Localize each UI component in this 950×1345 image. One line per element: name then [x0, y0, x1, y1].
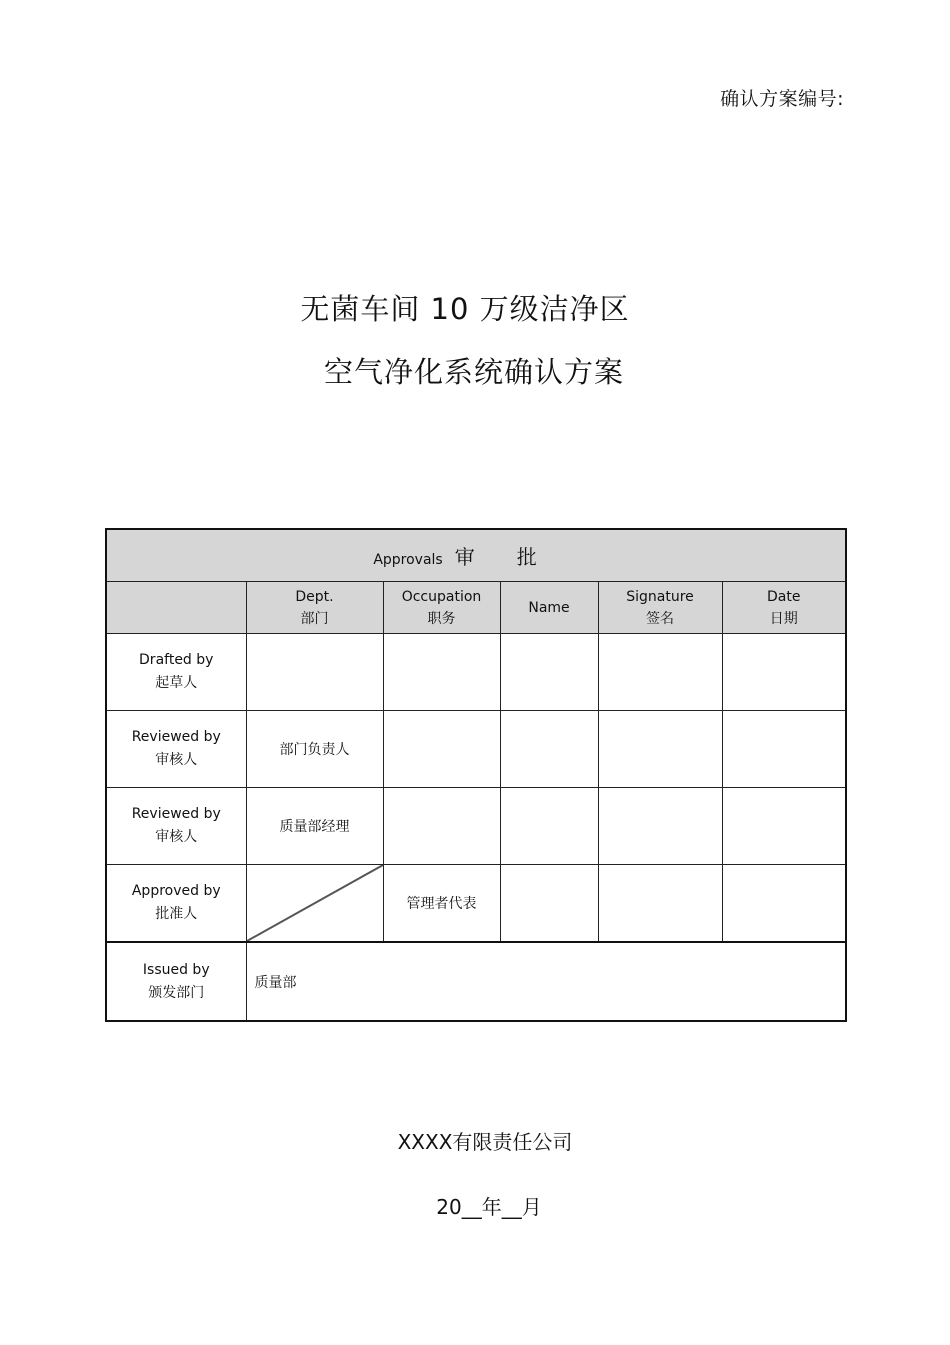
column-header-signature-en: Signature [626, 588, 694, 605]
row-label-en: Reviewed by [131, 729, 221, 745]
column-header-occupation-en: Occupation [401, 588, 482, 605]
row-label-cn: 颁发部门 [148, 984, 205, 1001]
cell-occupation[interactable] [383, 711, 500, 788]
approvals-table [105, 528, 847, 1022]
row-reviewed-by-2 [106, 788, 846, 865]
diagonal-strike-line [247, 865, 383, 941]
cell-signature[interactable] [598, 865, 722, 943]
row-label-en: Reviewed by [131, 806, 221, 822]
cell-date[interactable] [722, 788, 846, 865]
document-title-line2: 空气净化系统确认方案 [323, 355, 624, 389]
cell-issuing-dept: 质量部 [246, 942, 846, 1021]
cell-name[interactable] [500, 711, 598, 788]
column-header-name [500, 582, 598, 634]
doc-number-label: 确认方案编号: [720, 88, 844, 110]
approvals-header-row [106, 529, 846, 582]
approvals-title-cn: 审批 [454, 545, 579, 569]
row-issued-by [106, 942, 846, 1021]
cell-signature[interactable] [598, 711, 722, 788]
column-header-name-en: Name [528, 599, 570, 616]
column-header-date [722, 582, 846, 634]
company-name: XXXX有限责任公司 [397, 1130, 573, 1154]
column-header-signature [598, 582, 722, 634]
column-header-signature-cn: 签名 [646, 610, 674, 627]
column-header-dept-en: Dept. [295, 588, 334, 605]
row-label-issued [106, 942, 246, 1021]
row-label-approved [106, 865, 246, 943]
cell-name[interactable] [500, 634, 598, 711]
approvals-title-en: Approvals [373, 552, 443, 568]
column-header-empty [106, 582, 246, 634]
row-label-reviewed-2 [106, 788, 246, 865]
row-label-en: Approved by [131, 883, 221, 899]
row-label-en: Issued by [142, 961, 210, 978]
row-label-cn: 批准人 [155, 906, 198, 922]
column-header-dept-cn: 部门 [300, 610, 329, 627]
cell-occupation[interactable] [383, 634, 500, 711]
column-header-occupation-cn: 职务 [427, 610, 456, 627]
cell-signature[interactable] [598, 788, 722, 865]
cell-name[interactable] [500, 865, 598, 943]
cell-occupation: 管理者代表 [383, 865, 500, 943]
row-label-cn: 审核人 [155, 829, 198, 845]
row-label-en: Drafted by [139, 652, 214, 668]
cell-dept[interactable] [246, 634, 383, 711]
document-title-line1: 无菌车间 10 万级洁净区 [300, 292, 630, 326]
document-date: 20__年__月 [436, 1195, 542, 1219]
column-header-dept [246, 582, 383, 634]
row-label-cn: 起草人 [155, 675, 198, 691]
column-header-date-cn: 日期 [769, 610, 798, 627]
row-label-drafted [106, 634, 246, 711]
column-header-occupation [383, 582, 500, 634]
cell-date[interactable] [722, 634, 846, 711]
row-drafted-by [106, 634, 846, 711]
row-label-cn: 审核人 [155, 752, 198, 768]
row-approved-by [106, 865, 846, 943]
cell-occupation[interactable] [383, 788, 500, 865]
column-header-row [106, 582, 846, 634]
cell-signature[interactable] [598, 634, 722, 711]
cell-date[interactable] [722, 865, 846, 943]
cell-name[interactable] [500, 788, 598, 865]
column-header-date-en: Date [767, 588, 801, 605]
approvals-title [106, 529, 846, 582]
cell-dept: 质量部经理 [246, 788, 383, 865]
row-label-reviewed-1 [106, 711, 246, 788]
cell-dept: 部门负责人 [246, 711, 383, 788]
row-reviewed-by-1 [106, 711, 846, 788]
cell-date[interactable] [722, 711, 846, 788]
cell-dept-struck [246, 865, 383, 943]
